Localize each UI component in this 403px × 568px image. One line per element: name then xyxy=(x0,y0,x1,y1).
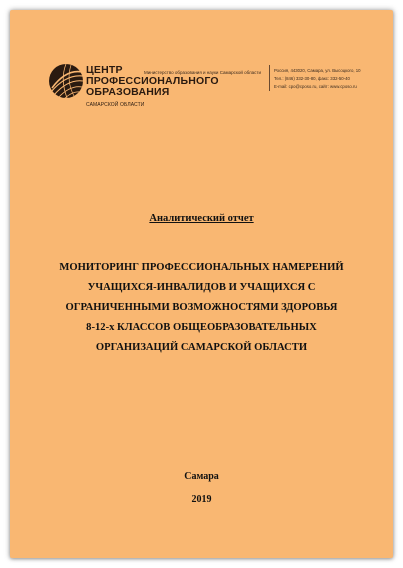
contact-address: Россия, 443020, Самара, ул. Высоцкого, 10 xyxy=(274,68,361,73)
title-line-5: ОРГАНИЗАЦИЙ САМАРСКОЙ ОБЛАСТИ xyxy=(95,342,308,353)
document-title xyxy=(35,258,368,358)
logo-line-2: ПРОФЕССИОНАЛЬНОГО xyxy=(86,75,219,87)
letterhead xyxy=(46,57,376,113)
ministry-name: Министерство образования и науки Самарской области xyxy=(144,70,261,75)
logo-line-3: ОБРАЗОВАНИЯ xyxy=(86,86,170,98)
title-line-4: 8-12-х КЛАССОВ ОБЩЕОБРАЗОВАТЕЛЬНЫХ xyxy=(86,322,317,333)
contact-email: E-mail: cpo@cposo.ru, сайт: www.cposo.ru xyxy=(274,84,357,89)
logo-line-1: ЦЕНТР xyxy=(86,64,123,76)
contact-info xyxy=(274,67,361,91)
title-line-1: МОНИТОРИНГ ПРОФЕССИОНАЛЬНЫХ НАМЕРЕНИЙ xyxy=(59,262,344,273)
publication-year: 2019 xyxy=(191,494,212,505)
document-cover-page xyxy=(10,10,393,558)
globe-logo-icon xyxy=(46,61,86,101)
header-divider xyxy=(269,65,270,91)
report-type-heading: Аналитический отчет xyxy=(149,213,254,224)
logo-subtitle: САМАРСКОЙ ОБЛАСТИ xyxy=(86,102,145,108)
title-line-3: ОГРАНИЧЕННЫМИ ВОЗМОЖНОСТЯМИ ЗДОРОВЬЯ xyxy=(65,302,338,313)
contact-phone: Тел.: (846) 332-30-80, факс: 332-50-40 xyxy=(274,76,350,81)
publication-city: Самара xyxy=(184,471,219,482)
title-line-2: УЧАЩИХСЯ-ИНВАЛИДОВ И УЧАЩИХСЯ С xyxy=(87,282,316,293)
